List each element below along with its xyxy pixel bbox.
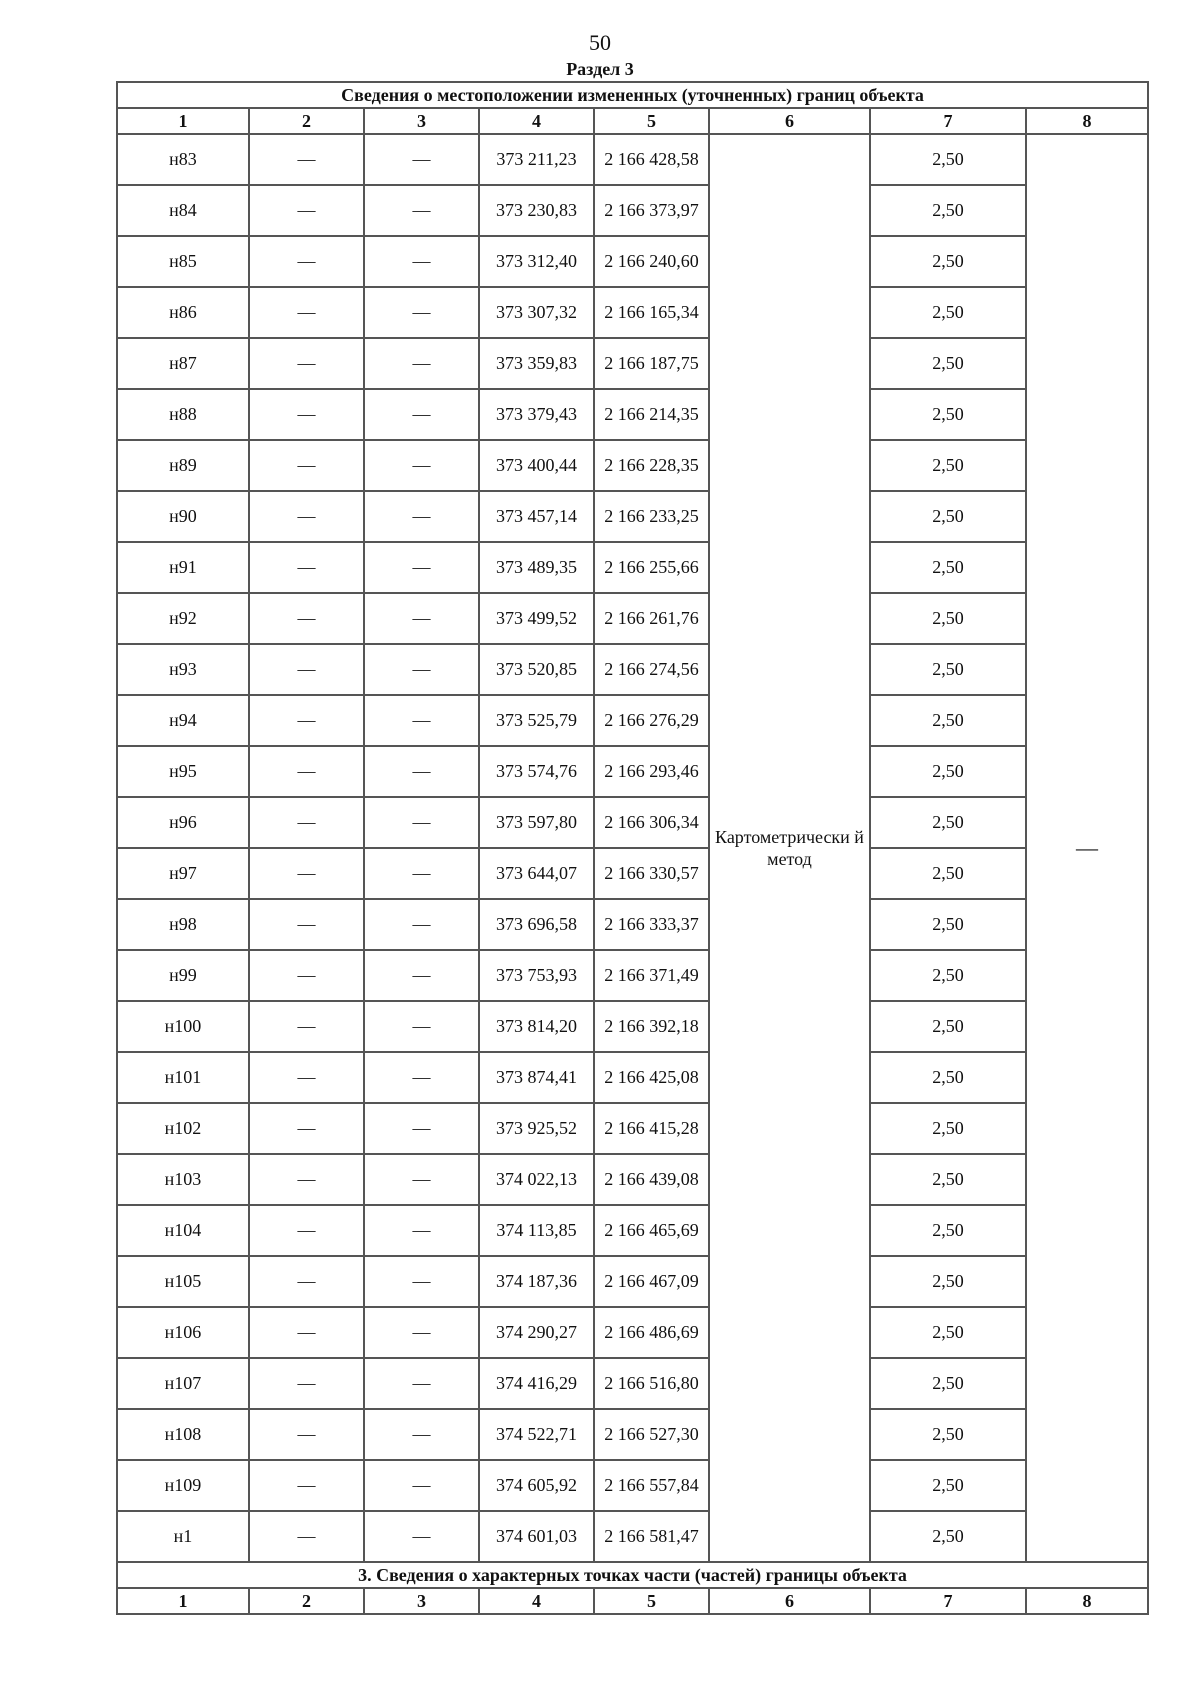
accuracy-cell: 2,50 (870, 950, 1026, 1001)
column-2-cell: — (249, 185, 364, 236)
column-2-cell: — (249, 287, 364, 338)
column-3-cell: — (364, 797, 479, 848)
column-2-cell: — (249, 1001, 364, 1052)
y-coordinate-cell: 2 166 439,08 (594, 1154, 709, 1205)
y-coordinate-cell: 2 166 333,37 (594, 899, 709, 950)
point-name-cell: н95 (117, 746, 249, 797)
column-2-cell: — (249, 1460, 364, 1511)
x-coordinate-cell: 374 601,03 (479, 1511, 594, 1562)
table-row (117, 491, 1148, 542)
table-row (117, 338, 1148, 389)
accuracy-cell: 2,50 (870, 1001, 1026, 1052)
column-2-cell: — (249, 338, 364, 389)
x-coordinate-cell: 374 416,29 (479, 1358, 594, 1409)
column-number: 5 (594, 1588, 709, 1614)
x-coordinate-cell: 374 605,92 (479, 1460, 594, 1511)
x-coordinate-cell: 373 211,23 (479, 134, 594, 185)
table-row (117, 746, 1148, 797)
point-name-cell: н93 (117, 644, 249, 695)
column-3-cell: — (364, 1052, 479, 1103)
boundary-coordinates-table (116, 81, 1149, 1615)
column-2-cell: — (249, 848, 364, 899)
section-title: Раздел 3 (566, 59, 634, 79)
column-3-cell: — (364, 695, 479, 746)
y-coordinate-cell: 2 166 228,35 (594, 440, 709, 491)
y-coordinate-cell: 2 166 330,57 (594, 848, 709, 899)
accuracy-cell: 2,50 (870, 1052, 1026, 1103)
table-row (117, 899, 1148, 950)
column-3-cell: — (364, 542, 479, 593)
column-3-cell: — (364, 491, 479, 542)
column-3-cell: — (364, 1154, 479, 1205)
table-row (117, 848, 1148, 899)
subsection-caption-row (117, 1562, 1148, 1588)
column-2-cell: — (249, 236, 364, 287)
column-2-cell: — (249, 1358, 364, 1409)
column-2-cell: — (249, 746, 364, 797)
x-coordinate-cell: 373 457,14 (479, 491, 594, 542)
column-3-cell: — (364, 389, 479, 440)
column-2-cell: — (249, 950, 364, 1001)
x-coordinate-cell: 373 230,83 (479, 185, 594, 236)
column-8-cell: — (1026, 134, 1148, 1562)
point-name-cell: н100 (117, 1001, 249, 1052)
column-2-cell: — (249, 389, 364, 440)
column-number: 5 (594, 108, 709, 134)
accuracy-cell: 2,50 (870, 491, 1026, 542)
column-3-cell: — (364, 1460, 479, 1511)
column-number: 1 (117, 1588, 249, 1614)
accuracy-cell: 2,50 (870, 338, 1026, 389)
column-number: 4 (479, 108, 594, 134)
point-name-cell: н97 (117, 848, 249, 899)
column-3-cell: — (364, 236, 479, 287)
column-3-cell: — (364, 338, 479, 389)
point-name-cell: н87 (117, 338, 249, 389)
table-row (117, 1409, 1148, 1460)
point-name-cell: н85 (117, 236, 249, 287)
table-row (117, 593, 1148, 644)
table-row (117, 1460, 1148, 1511)
point-name-cell: н94 (117, 695, 249, 746)
x-coordinate-cell: 374 290,27 (479, 1307, 594, 1358)
column-2-cell: — (249, 1307, 364, 1358)
subsection-column-number-row (117, 1588, 1148, 1614)
point-name-cell: н99 (117, 950, 249, 1001)
y-coordinate-cell: 2 166 415,28 (594, 1103, 709, 1154)
y-coordinate-cell: 2 166 240,60 (594, 236, 709, 287)
accuracy-cell: 2,50 (870, 1103, 1026, 1154)
x-coordinate-cell: 373 696,58 (479, 899, 594, 950)
column-3-cell: — (364, 1409, 479, 1460)
table-row (117, 1103, 1148, 1154)
column-2-cell: — (249, 542, 364, 593)
point-name-cell: н91 (117, 542, 249, 593)
y-coordinate-cell: 2 166 214,35 (594, 389, 709, 440)
y-coordinate-cell: 2 166 274,56 (594, 644, 709, 695)
x-coordinate-cell: 373 574,76 (479, 746, 594, 797)
point-name-cell: н84 (117, 185, 249, 236)
x-coordinate-cell: 373 520,85 (479, 644, 594, 695)
point-name-cell: н98 (117, 899, 249, 950)
y-coordinate-cell: 2 166 486,69 (594, 1307, 709, 1358)
y-coordinate-cell: 2 166 428,58 (594, 134, 709, 185)
x-coordinate-cell: 373 525,79 (479, 695, 594, 746)
y-coordinate-cell: 2 166 527,30 (594, 1409, 709, 1460)
point-name-cell: н83 (117, 134, 249, 185)
accuracy-cell: 2,50 (870, 1154, 1026, 1205)
y-coordinate-cell: 2 166 261,76 (594, 593, 709, 644)
column-number: 7 (870, 108, 1026, 134)
accuracy-cell: 2,50 (870, 1307, 1026, 1358)
accuracy-cell: 2,50 (870, 185, 1026, 236)
column-3-cell: — (364, 1511, 479, 1562)
x-coordinate-cell: 373 312,40 (479, 236, 594, 287)
x-coordinate-cell: 373 644,07 (479, 848, 594, 899)
column-2-cell: — (249, 899, 364, 950)
accuracy-cell: 2,50 (870, 542, 1026, 593)
table-caption-row (117, 82, 1148, 108)
x-coordinate-cell: 373 400,44 (479, 440, 594, 491)
column-2-cell: — (249, 695, 364, 746)
column-3-cell: — (364, 746, 479, 797)
y-coordinate-cell: 2 166 187,75 (594, 338, 709, 389)
table-row (117, 542, 1148, 593)
column-2-cell: — (249, 1409, 364, 1460)
column-2-cell: — (249, 491, 364, 542)
accuracy-cell: 2,50 (870, 593, 1026, 644)
column-number: 4 (479, 1588, 594, 1614)
accuracy-cell: 2,50 (870, 389, 1026, 440)
y-coordinate-cell: 2 166 467,09 (594, 1256, 709, 1307)
column-number: 1 (117, 108, 249, 134)
y-coordinate-cell: 2 166 165,34 (594, 287, 709, 338)
y-coordinate-cell: 2 166 255,66 (594, 542, 709, 593)
accuracy-cell: 2,50 (870, 797, 1026, 848)
column-2-cell: — (249, 1052, 364, 1103)
x-coordinate-cell: 374 187,36 (479, 1256, 594, 1307)
point-name-cell: н104 (117, 1205, 249, 1256)
column-2-cell: — (249, 134, 364, 185)
point-name-cell: н106 (117, 1307, 249, 1358)
point-name-cell: н103 (117, 1154, 249, 1205)
column-3-cell: — (364, 1001, 479, 1052)
column-3-cell: — (364, 1103, 479, 1154)
column-number: 6 (709, 1588, 870, 1614)
table-body (117, 82, 1148, 1614)
accuracy-cell: 2,50 (870, 1256, 1026, 1307)
column-3-cell: — (364, 185, 479, 236)
x-coordinate-cell: 373 597,80 (479, 797, 594, 848)
accuracy-cell: 2,50 (870, 1460, 1026, 1511)
point-name-cell: н108 (117, 1409, 249, 1460)
table-row (117, 236, 1148, 287)
column-3-cell: — (364, 1358, 479, 1409)
table-row (117, 797, 1148, 848)
column-2-cell: — (249, 593, 364, 644)
column-3-cell: — (364, 134, 479, 185)
accuracy-cell: 2,50 (870, 1409, 1026, 1460)
point-name-cell: н89 (117, 440, 249, 491)
method-cell: Картометрически й метод (709, 134, 870, 1562)
x-coordinate-cell: 373 925,52 (479, 1103, 594, 1154)
table-row (117, 185, 1148, 236)
y-coordinate-cell: 2 166 371,49 (594, 950, 709, 1001)
table-row (117, 950, 1148, 1001)
accuracy-cell: 2,50 (870, 746, 1026, 797)
column-number: 3 (364, 1588, 479, 1614)
y-coordinate-cell: 2 166 293,46 (594, 746, 709, 797)
x-coordinate-cell: 374 113,85 (479, 1205, 594, 1256)
y-coordinate-cell: 2 166 306,34 (594, 797, 709, 848)
x-coordinate-cell: 373 307,32 (479, 287, 594, 338)
accuracy-cell: 2,50 (870, 695, 1026, 746)
column-3-cell: — (364, 593, 479, 644)
table-row (117, 1154, 1148, 1205)
table-row (117, 1307, 1148, 1358)
x-coordinate-cell: 374 522,71 (479, 1409, 594, 1460)
x-coordinate-cell: 373 753,93 (479, 950, 594, 1001)
column-2-cell: — (249, 1103, 364, 1154)
point-name-cell: н107 (117, 1358, 249, 1409)
y-coordinate-cell: 2 166 276,29 (594, 695, 709, 746)
column-number-row (117, 108, 1148, 134)
accuracy-cell: 2,50 (870, 134, 1026, 185)
column-number: 2 (249, 108, 364, 134)
y-coordinate-cell: 2 166 557,84 (594, 1460, 709, 1511)
column-number: 8 (1026, 1588, 1148, 1614)
point-name-cell: н1 (117, 1511, 249, 1562)
table-row (117, 1511, 1148, 1562)
point-name-cell: н96 (117, 797, 249, 848)
x-coordinate-cell: 373 874,41 (479, 1052, 594, 1103)
table-row (117, 644, 1148, 695)
y-coordinate-cell: 2 166 581,47 (594, 1511, 709, 1562)
accuracy-cell: 2,50 (870, 899, 1026, 950)
accuracy-cell: 2,50 (870, 440, 1026, 491)
column-2-cell: — (249, 1256, 364, 1307)
column-2-cell: — (249, 797, 364, 848)
column-3-cell: — (364, 1205, 479, 1256)
x-coordinate-cell: 373 499,52 (479, 593, 594, 644)
y-coordinate-cell: 2 166 373,97 (594, 185, 709, 236)
column-number: 7 (870, 1588, 1026, 1614)
accuracy-cell: 2,50 (870, 1511, 1026, 1562)
table-row (117, 1205, 1148, 1256)
accuracy-cell: 2,50 (870, 1358, 1026, 1409)
column-2-cell: — (249, 644, 364, 695)
y-coordinate-cell: 2 166 516,80 (594, 1358, 709, 1409)
point-name-cell: н90 (117, 491, 249, 542)
x-coordinate-cell: 373 359,83 (479, 338, 594, 389)
point-name-cell: н88 (117, 389, 249, 440)
column-number: 2 (249, 1588, 364, 1614)
x-coordinate-cell: 373 814,20 (479, 1001, 594, 1052)
column-3-cell: — (364, 287, 479, 338)
point-name-cell: н102 (117, 1103, 249, 1154)
table-row (117, 389, 1148, 440)
page-number: 50 (589, 30, 611, 55)
column-2-cell: — (249, 1511, 364, 1562)
column-3-cell: — (364, 1256, 479, 1307)
column-number: 8 (1026, 108, 1148, 134)
point-name-cell: н86 (117, 287, 249, 338)
table-row (117, 287, 1148, 338)
table-row (117, 1256, 1148, 1307)
point-name-cell: н105 (117, 1256, 249, 1307)
accuracy-cell: 2,50 (870, 1205, 1026, 1256)
point-name-cell: н109 (117, 1460, 249, 1511)
accuracy-cell: 2,50 (870, 287, 1026, 338)
table-row (117, 1001, 1148, 1052)
y-coordinate-cell: 2 166 465,69 (594, 1205, 709, 1256)
column-number: 6 (709, 108, 870, 134)
accuracy-cell: 2,50 (870, 848, 1026, 899)
x-coordinate-cell: 373 379,43 (479, 389, 594, 440)
accuracy-cell: 2,50 (870, 236, 1026, 287)
table-caption: Сведения о местоположении измененных (уточненных) границ объекта (117, 82, 1148, 108)
column-3-cell: — (364, 899, 479, 950)
column-3-cell: — (364, 950, 479, 1001)
table-row (117, 134, 1148, 185)
table-row (117, 695, 1148, 746)
subsection-caption: 3. Сведения о характерных точках части (частей) границы объекта (117, 1562, 1148, 1588)
x-coordinate-cell: 373 489,35 (479, 542, 594, 593)
column-3-cell: — (364, 440, 479, 491)
column-2-cell: — (249, 1205, 364, 1256)
column-2-cell: — (249, 1154, 364, 1205)
column-3-cell: — (364, 644, 479, 695)
column-3-cell: — (364, 1307, 479, 1358)
table-row (117, 1358, 1148, 1409)
column-number: 3 (364, 108, 479, 134)
table-row (117, 440, 1148, 491)
point-name-cell: н101 (117, 1052, 249, 1103)
column-2-cell: — (249, 440, 364, 491)
accuracy-cell: 2,50 (870, 644, 1026, 695)
y-coordinate-cell: 2 166 233,25 (594, 491, 709, 542)
x-coordinate-cell: 374 022,13 (479, 1154, 594, 1205)
column-3-cell: — (364, 848, 479, 899)
y-coordinate-cell: 2 166 392,18 (594, 1001, 709, 1052)
point-name-cell: н92 (117, 593, 249, 644)
table-row (117, 1052, 1148, 1103)
y-coordinate-cell: 2 166 425,08 (594, 1052, 709, 1103)
